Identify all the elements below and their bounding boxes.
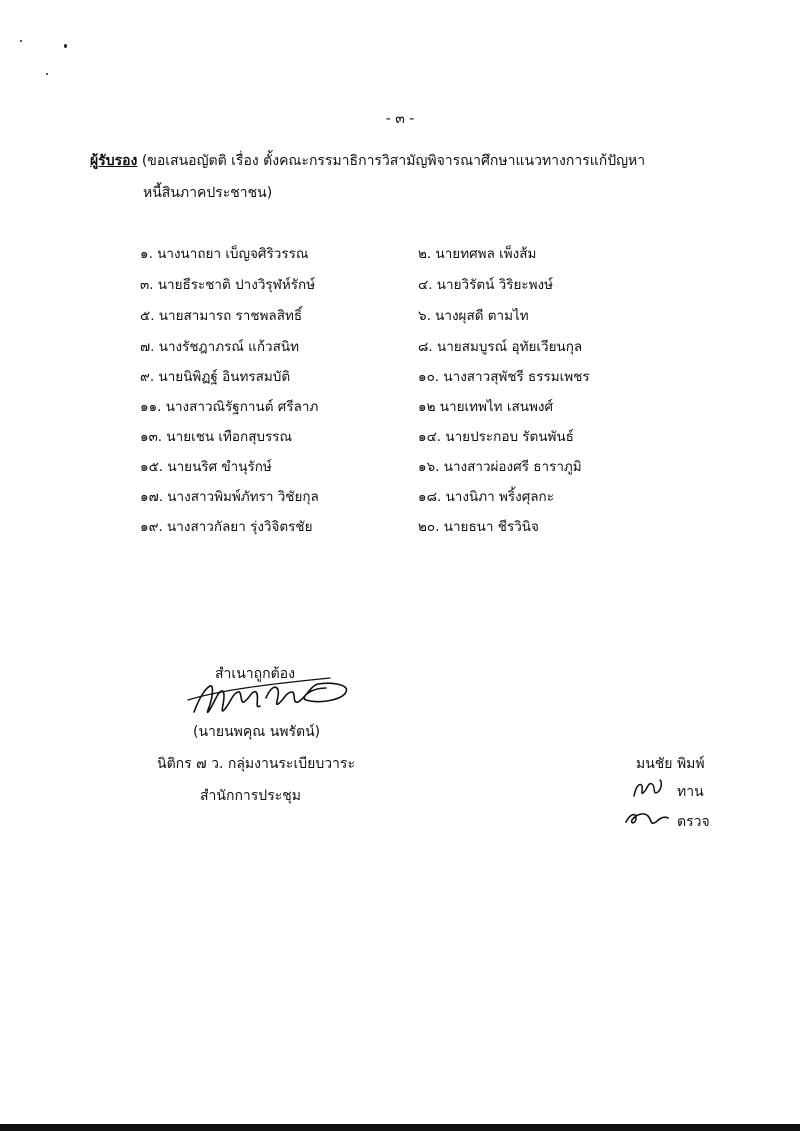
motion-title: (ขอเสนอญัตติ เรื่อง ตั้งคณะกรรมาธิการวิสามัญพิจารณาศึกษาแนวทางการแก้ปัญหา bbox=[141, 153, 646, 169]
member-right: ๒๐. นายธนา ชีรวินิจ bbox=[418, 519, 539, 535]
checker-initials bbox=[622, 806, 672, 830]
member-left: ๙. นายนิพิฏฐ์ อินทรสมบัติ bbox=[140, 369, 291, 385]
member-right: ๑๘. นางนิภา พริ้งศุลกะ bbox=[418, 489, 554, 505]
motion-title-continued: หนี้สินภาคประชาชน) bbox=[143, 185, 273, 201]
member-left: ๗. นางรัชฎาภรณ์ แก้วสนิท bbox=[140, 339, 299, 355]
heading-line-1 bbox=[90, 150, 645, 172]
member-left: ๑. นางนาถยา เบ็ญจศิริวรรณ bbox=[140, 246, 309, 262]
member-right: ๑๖. นางสาวผ่องศรี ธาราภูมิ bbox=[418, 459, 582, 475]
member-left: ๑๙. นางสาวกัลยา รุ่งวิจิตรชัย bbox=[140, 519, 313, 535]
scan-bottom-edge bbox=[0, 1124, 800, 1131]
member-right: ๑๔. นายประกอบ รัตนพันธ์ bbox=[418, 429, 574, 445]
member-right: ๖. นางผุสดี ตามไท bbox=[418, 308, 529, 324]
member-left: ๕. นายสามารถ ราชพลสิทธิ์ bbox=[140, 308, 303, 324]
handwritten-signature bbox=[180, 670, 355, 725]
member-left: ๓. นายธีระชาติ ปางวิรุฬห์รักษ์ bbox=[140, 277, 316, 293]
page-number: - ๓ - bbox=[385, 111, 415, 127]
office-name: สำนักการประชุม bbox=[200, 788, 301, 804]
member-right: ๒. นายทศพล เพ็งส้ม bbox=[418, 246, 537, 262]
member-left: ๑๕. นายนริศ ขำนุรักษ์ bbox=[140, 459, 272, 475]
member-left: ๑๓. นายเชน เทือกสุบรรณ bbox=[140, 429, 293, 445]
signer-name: (นายนพคุณ นพรัตน์) bbox=[193, 724, 321, 740]
member-left: ๑๑. นางสาวณิรัฐกานต์ ศรีลาภ bbox=[140, 399, 319, 415]
member-right: ๑๒ นายเทพไท เสนพงศ์ bbox=[418, 399, 554, 415]
member-right: ๘. นายสมบูรณ์ อุทัยเวียนกุล bbox=[418, 339, 583, 355]
reviewer-initials bbox=[628, 776, 668, 802]
endorsers-label: ผู้รับรอง bbox=[90, 153, 138, 169]
signer-position: นิติกร ๗ ว. กลุ่มงานระเบียบวาระ bbox=[157, 756, 355, 772]
member-right: ๑๐. นางสาวสุพัชรี ธรรมเพชร bbox=[418, 369, 590, 385]
member-left: ๑๗. นางสาวพิมพ์ภัทรา วิชัยกุล bbox=[140, 489, 319, 505]
certified-copy-label: สำเนาถูกต้อง bbox=[215, 666, 295, 682]
reviewed-label: ทาน bbox=[677, 784, 704, 800]
member-right: ๔. นายวิรัตน์ วิริยะพงษ์ bbox=[418, 277, 554, 293]
checked-label: ตรวจ bbox=[677, 814, 710, 830]
typed-by: มนชัย พิมพ์ bbox=[636, 756, 705, 772]
